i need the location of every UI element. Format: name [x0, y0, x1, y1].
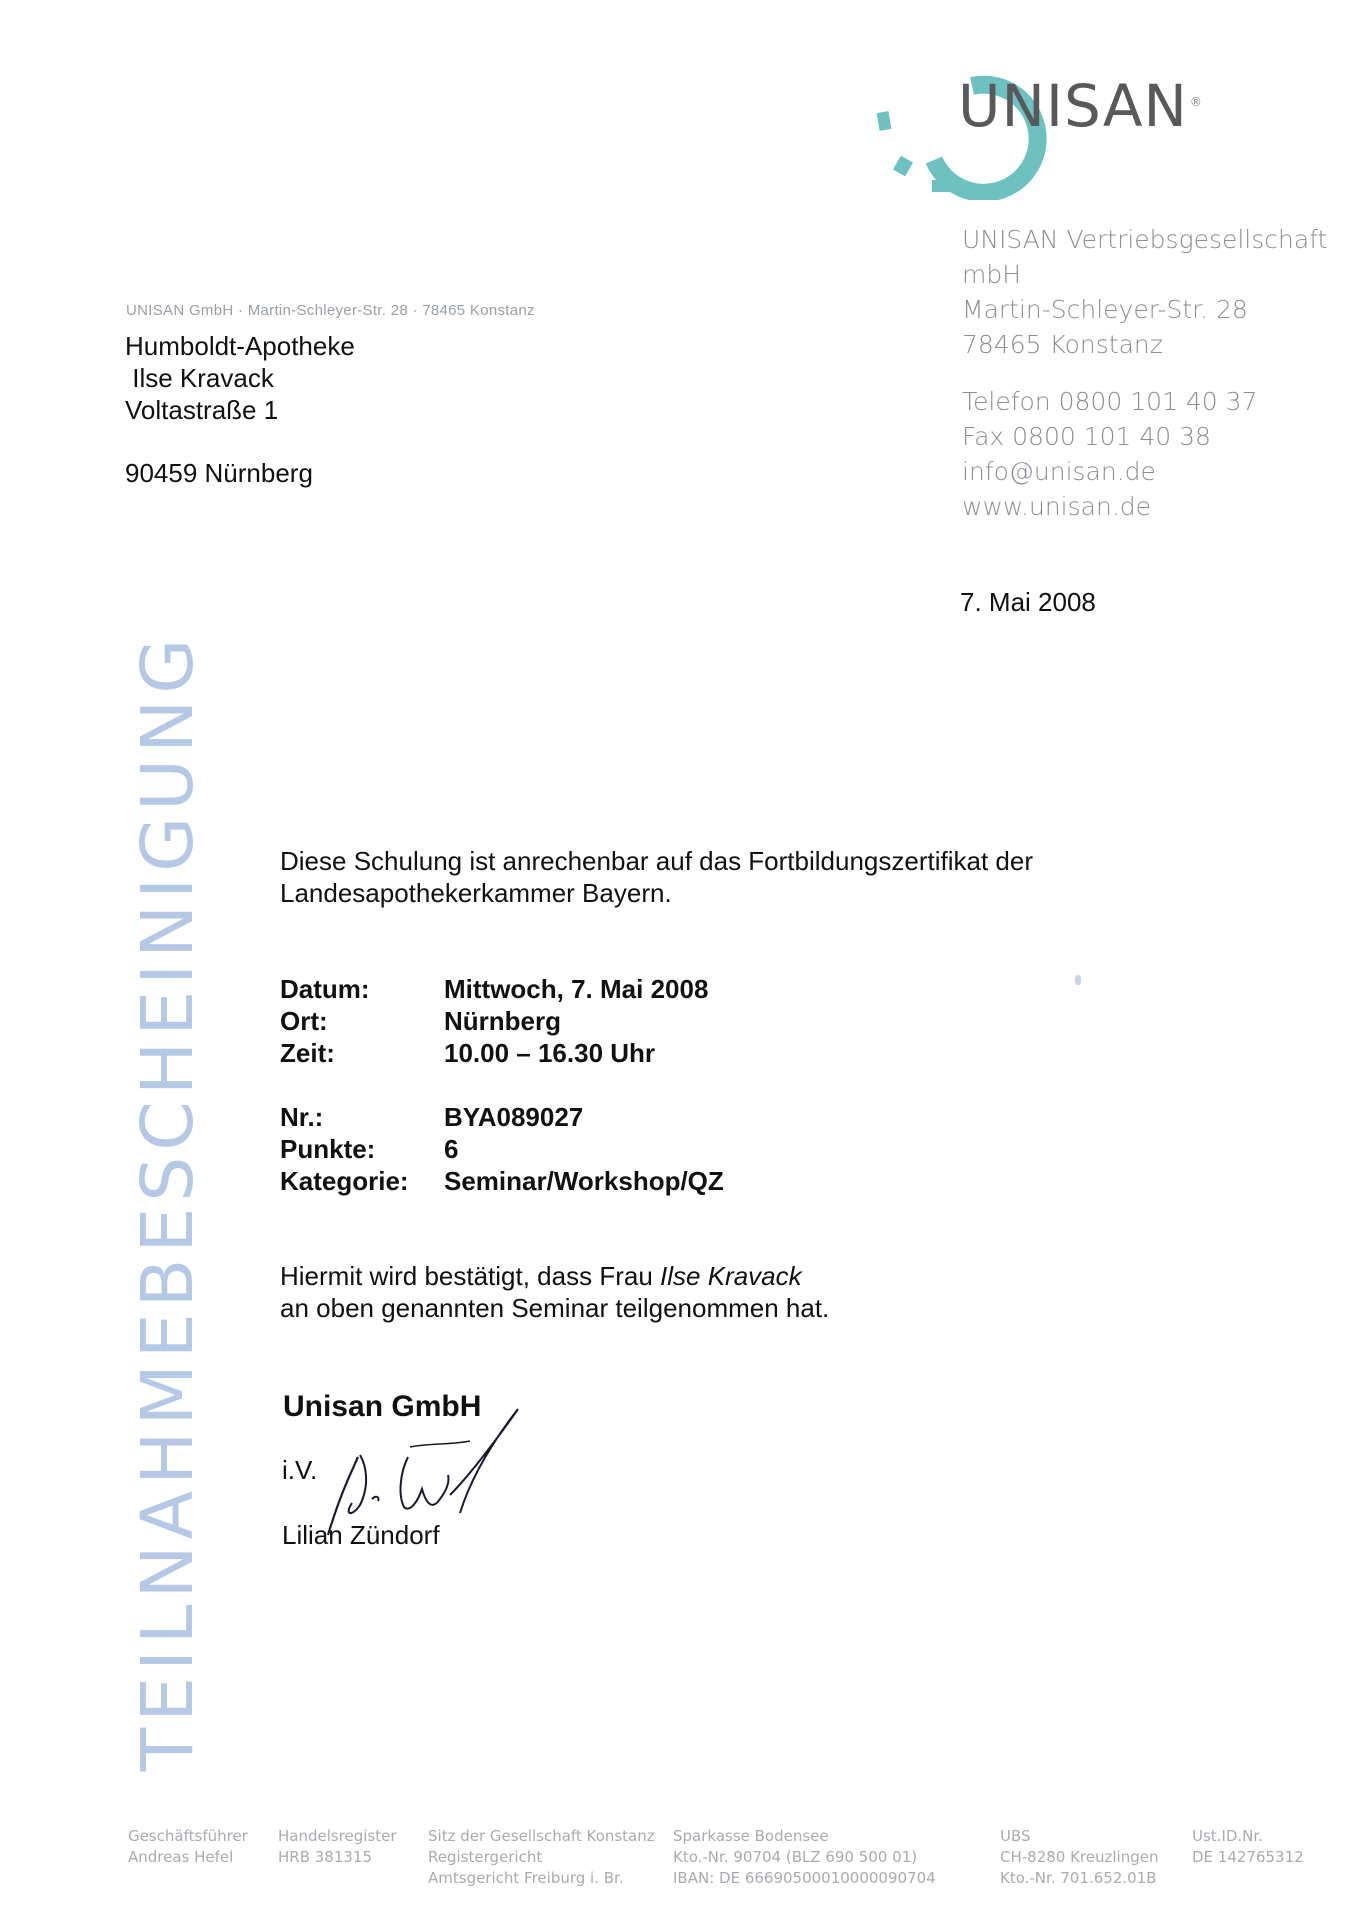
- detail-value: 6: [444, 1134, 459, 1164]
- recipient-line: Humboldt-Apotheke: [125, 331, 355, 361]
- handwritten-signature: [300, 1395, 530, 1540]
- footer-line: Handelsregister: [278, 1827, 397, 1845]
- footer-column-seat: [428, 1826, 655, 1889]
- footer-line: IBAN: DE 66690500010000090704: [673, 1869, 936, 1887]
- detail-value: Seminar/Workshop/QZ: [444, 1166, 724, 1196]
- signature-company: Unisan GmbH: [283, 1390, 482, 1423]
- detail-label: Kategorie:: [280, 1166, 409, 1196]
- scan-speck: [1075, 975, 1081, 985]
- footer-line: UBS: [1000, 1827, 1031, 1845]
- detail-label: Zeit:: [280, 1038, 335, 1068]
- seminar-details: [280, 973, 724, 1197]
- footer-column-bank: [673, 1826, 936, 1889]
- company-info: [962, 222, 1358, 524]
- detail-label: Ort:: [280, 1006, 328, 1036]
- footer-line: Kto.-Nr. 90704 (BLZ 690 500 01): [673, 1848, 918, 1866]
- document-title: TEILNAHMEBESCHEINIGUNG: [126, 632, 209, 1772]
- footer-line: Geschäftsführer: [128, 1827, 248, 1845]
- footer-line: Sitz der Gesellschaft Konstanz: [428, 1827, 655, 1845]
- recipient-line: Voltastraße 1: [125, 395, 279, 425]
- detail-row-date: [280, 973, 724, 1005]
- detail-value: 10.00 – 16.30 Uhr: [444, 1038, 656, 1068]
- detail-row-time: [280, 1037, 724, 1069]
- company-phone: Telefon 0800 101 40 37: [962, 387, 1258, 416]
- confirmation-line: [280, 1260, 829, 1292]
- footer-line: Amtsgericht Freiburg i. Br.: [428, 1869, 624, 1887]
- footer-column-register: [278, 1826, 397, 1868]
- signature-iv: i.V.: [282, 1455, 318, 1485]
- confirmation-prefix: Hiermit wird bestätigt, dass Frau: [280, 1261, 661, 1291]
- detail-label: Nr.:: [280, 1102, 324, 1132]
- company-website[interactable]: www.unisan.de: [962, 492, 1152, 521]
- footer-line: CH-8280 Kreuzlingen: [1000, 1848, 1159, 1866]
- footer-line: Sparkasse Bodensee: [673, 1827, 829, 1845]
- footer-column-ubs: [1000, 1826, 1159, 1889]
- detail-label: Punkte:: [280, 1134, 376, 1164]
- company-email[interactable]: info@unisan.de: [962, 457, 1156, 486]
- detail-row-points: [280, 1133, 724, 1165]
- recipient-city: 90459 Nürnberg: [125, 458, 313, 488]
- confirmation-text: [280, 1260, 829, 1324]
- company-fax: Fax 0800 101 40 38: [962, 422, 1211, 451]
- detail-value: Mittwoch, 7. Mai 2008: [444, 974, 709, 1004]
- footer-line: Ust.ID.Nr.: [1192, 1827, 1263, 1845]
- participant-name: Ilse Kravack: [660, 1261, 802, 1291]
- footer-line: HRB 381315: [278, 1848, 373, 1866]
- recipient-line: Ilse Kravack: [125, 363, 274, 393]
- letter-date: 7. Mai 2008: [960, 587, 1096, 617]
- detail-row-number: [280, 1101, 724, 1133]
- company-street: Martin-Schleyer-Str. 28: [962, 295, 1248, 324]
- intro-line: Diese Schulung ist anrechenbar auf das Fortbildungszertifikat der: [280, 846, 1033, 876]
- footer-column-management: [128, 1826, 248, 1868]
- footer-line: DE 142765312: [1192, 1848, 1304, 1866]
- recipient-address: [125, 330, 355, 489]
- intro-text: [280, 845, 1033, 909]
- footer-line: Kto.-Nr. 701.652.01B: [1000, 1869, 1157, 1887]
- company-name: UNISAN Vertriebsgesellschaft mbH: [962, 225, 1328, 289]
- intro-line: Landesapothekerkammer Bayern.: [280, 878, 672, 908]
- unisan-logo-text: UNISAN ®: [958, 72, 1203, 140]
- sender-return-line: UNISAN GmbH · Martin-Schleyer-Str. 28 · 78465 Konstanz: [126, 302, 535, 319]
- footer-line: Registergericht: [428, 1848, 543, 1866]
- detail-value: Nürnberg: [444, 1006, 561, 1036]
- footer-column-vat: [1192, 1826, 1304, 1868]
- detail-row-category: [280, 1165, 724, 1197]
- footer-line: Andreas Hefel: [128, 1848, 234, 1866]
- confirmation-line: an oben genannten Seminar teilgenommen hat.: [280, 1293, 830, 1323]
- detail-label: Datum:: [280, 974, 370, 1004]
- detail-value: BYA089027: [444, 1102, 584, 1132]
- company-city: 78465 Konstanz: [962, 330, 1163, 359]
- signatory-name: Lilian Zündorf: [282, 1520, 440, 1550]
- detail-row-place: [280, 1005, 724, 1037]
